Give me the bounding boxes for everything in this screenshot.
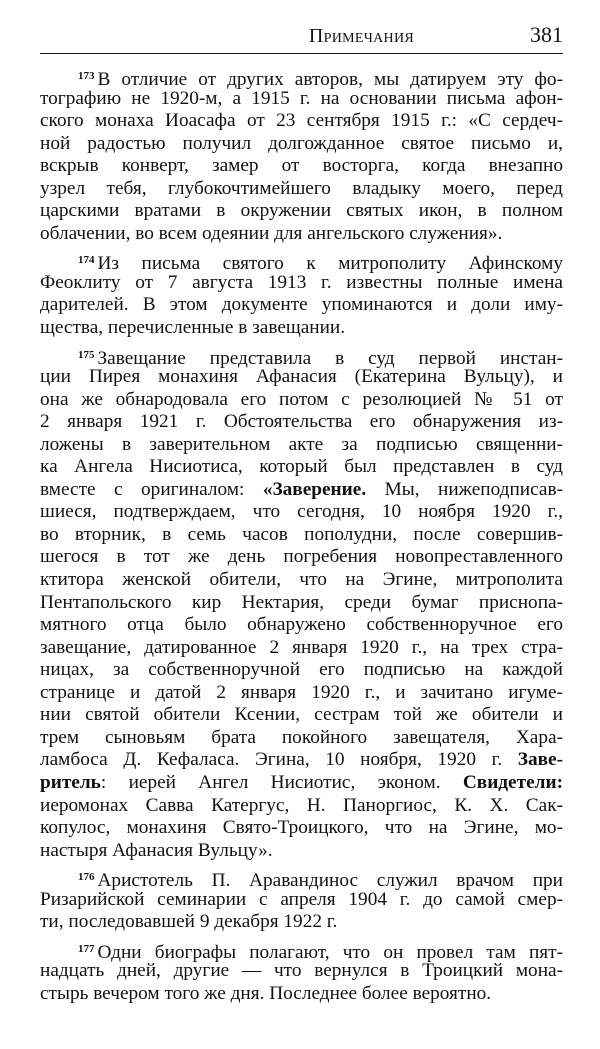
text-segment: В отличие от других авторов, мы датируем эту фо- bbox=[97, 69, 563, 90]
text-line bbox=[40, 795, 563, 818]
text-segment: вскрыв конверт, замер от восторга, когда внезапно bbox=[40, 155, 563, 177]
text-line bbox=[40, 659, 563, 682]
text-segment: Аристотель П. Аравандинос служил врачом при bbox=[97, 870, 563, 892]
text-segment: шиеся, подтверждаем, что сегодня, 10 ноября 1920 г., bbox=[40, 501, 563, 523]
text-segment: Пентапольского кир Нектария, среди бумаг приснопа- bbox=[40, 591, 563, 613]
text-segment: трем сыновьям брата покойного завещателя, Хара- bbox=[40, 726, 563, 748]
text-segment: во вторник, в семь часов пополудни, после совершив- bbox=[40, 523, 563, 545]
text-line bbox=[40, 344, 563, 367]
text-segment: Ризарийской семинарии с апреля 1904 г. до самой смер- bbox=[40, 888, 563, 910]
text-segment: Из письма святого к митрополиту Афинскому bbox=[97, 253, 563, 275]
text-line bbox=[40, 704, 563, 727]
text-line bbox=[40, 272, 563, 295]
text-segment: ции Пирея монахиня Афанасия (Екатерина Вульцу), и bbox=[40, 366, 563, 388]
endnotes-list bbox=[40, 65, 563, 1005]
text-line bbox=[40, 727, 563, 750]
running-header bbox=[40, 22, 563, 54]
text-segment: щества, перечисленные в завещании. bbox=[40, 317, 346, 339]
text-segment: дарителей. В этом документе упоминаются и доли иму- bbox=[40, 294, 563, 316]
endnote bbox=[40, 344, 563, 863]
text-line bbox=[40, 249, 563, 275]
text-segment: узрел тебя, глубокочтимейшего владыку моего, перед bbox=[40, 177, 563, 199]
section-title: Примечания bbox=[308, 25, 414, 47]
text-line bbox=[40, 411, 563, 434]
bold-text: ритель bbox=[40, 771, 101, 793]
text-line bbox=[40, 911, 563, 934]
endnote bbox=[40, 249, 563, 339]
text-segment: шегося в тот же день погребения новопреставленного bbox=[40, 546, 563, 568]
text-line bbox=[40, 110, 563, 133]
text-segment: ка Ангела Нисиотиса, который был представлен в суд bbox=[40, 456, 563, 478]
note-number: 175 bbox=[78, 348, 95, 361]
text-line bbox=[40, 592, 563, 615]
text-segment: вместе с оригиналом: bbox=[40, 478, 263, 500]
book-page bbox=[40, 22, 563, 1009]
note-number: 176 bbox=[78, 871, 95, 884]
text-line bbox=[40, 546, 563, 569]
text-segment: Одни биографы полагают, что он провел там пят- bbox=[97, 941, 563, 963]
text-segment: ти, последовавшей 9 декабря 1922 г. bbox=[40, 911, 338, 933]
bold-text: Свидетели: bbox=[462, 771, 563, 793]
bold-text: «Заверение. bbox=[262, 478, 367, 500]
text-line bbox=[40, 389, 563, 412]
text-line bbox=[40, 501, 563, 524]
endnote bbox=[40, 938, 563, 1006]
text-line bbox=[40, 200, 563, 223]
text-line bbox=[40, 317, 563, 340]
text-line bbox=[40, 88, 563, 111]
text-segment: ной радостью получил долгожданное святое письмо и, bbox=[40, 132, 563, 154]
text-segment: она же обнародовала его потом с резолюцией № 51 от bbox=[40, 388, 563, 410]
text-segment: царскими вратами в окружении святых икон, в полном bbox=[40, 200, 563, 222]
text-line bbox=[40, 294, 563, 317]
text-segment: странице и датой 2 января 1920 г., и зачитано игуме- bbox=[40, 681, 563, 703]
text-line bbox=[40, 938, 563, 961]
text-line bbox=[40, 569, 563, 592]
text-line bbox=[40, 366, 563, 389]
text-segment: иеромонах Савва Катергус, Н. Паноргиос, К. Х. Сак- bbox=[40, 794, 563, 816]
text-segment: тографию не 1920-м, а 1915 г. на основании письма афон- bbox=[40, 87, 563, 109]
text-segment: ктитора женской обители, что на Эгине, митрополита bbox=[40, 569, 563, 591]
text-segment: ложены в заверительном акте за подписью священни- bbox=[40, 433, 563, 455]
text-segment: облачении, во всем одеянии для ангельского служения». bbox=[40, 222, 503, 244]
note-number: 174 bbox=[78, 254, 95, 267]
text-segment: настыря Афанасия Вульцу». bbox=[40, 839, 273, 861]
text-segment: Феоклиту от 7 августа 1913 г. известны полные имена bbox=[40, 271, 563, 293]
text-line bbox=[40, 479, 563, 502]
text-segment: ницах, за собственноручной его подписью на каждой bbox=[40, 659, 563, 681]
text-segment: мятного отца было обнаружено собственноручное его bbox=[40, 614, 563, 636]
text-line bbox=[40, 960, 563, 983]
text-line bbox=[40, 840, 563, 863]
text-line bbox=[40, 223, 563, 246]
text-line bbox=[40, 65, 563, 88]
text-line bbox=[40, 682, 563, 705]
text-segment: ламбоса Д. Кефаласа. Эгина, 10 ноября, 1920 г. bbox=[40, 749, 518, 771]
text-line bbox=[40, 524, 563, 547]
text-line bbox=[40, 637, 563, 660]
text-segment: нии святой обители Ксении, сестрам той же обители и bbox=[40, 704, 563, 726]
text-line bbox=[40, 456, 563, 479]
text-segment: надцать дней, другие — что вернулся в Троицкий мона- bbox=[40, 960, 563, 982]
text-line bbox=[40, 434, 563, 457]
page-number: 381 bbox=[530, 22, 563, 47]
text-line bbox=[40, 889, 563, 912]
text-segment: копулос, монахиня Свято-Троицкого, что на Эгине, мо- bbox=[40, 817, 563, 839]
text-segment: Завещание представила в суд первой инстан- bbox=[97, 347, 563, 369]
text-segment: стырь вечером того же дня. Последнее более вероятно. bbox=[40, 982, 492, 1004]
text-line bbox=[40, 133, 563, 156]
text-segment: ского монаха Иоасафа от 23 сентября 1915 г.: «С сердеч- bbox=[40, 110, 563, 132]
text-line bbox=[40, 614, 563, 637]
text-segment: Мы, нижеподписав- bbox=[366, 478, 563, 500]
endnote bbox=[40, 65, 563, 245]
text-line bbox=[40, 155, 563, 178]
text-line bbox=[40, 749, 563, 772]
text-line bbox=[40, 178, 563, 201]
endnote bbox=[40, 866, 563, 934]
text-line bbox=[40, 772, 563, 795]
text-segment: : иерей Ангел Нисиотис, эконом. bbox=[100, 771, 463, 793]
text-segment: завещание, датированное 2 января 1920 г., на трех стра- bbox=[40, 636, 563, 658]
bold-text: Заве- bbox=[517, 749, 563, 771]
text-line bbox=[40, 866, 563, 892]
text-segment: 2 января 1921 г. Обстоятельства его обнаружения из- bbox=[40, 411, 563, 433]
text-line bbox=[40, 817, 563, 840]
text-line bbox=[40, 983, 563, 1006]
note-number: 177 bbox=[78, 942, 95, 955]
note-number: 173 bbox=[78, 70, 95, 82]
